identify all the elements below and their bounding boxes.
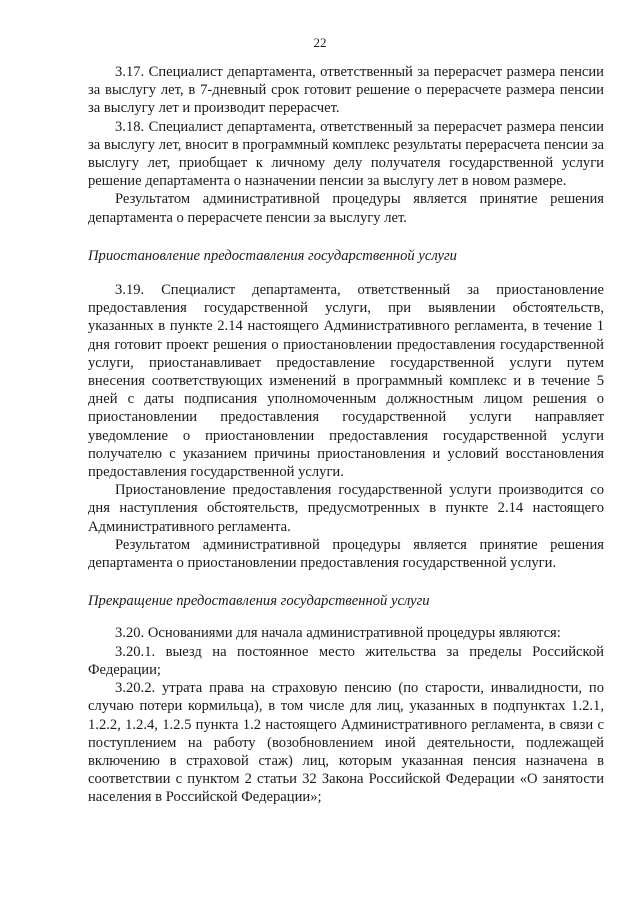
page-number: 22 (313, 35, 327, 50)
paragraph-3-20-1: 3.20.1. выезд на постоянное место жительства за пределы Российской Федерации; (88, 643, 604, 678)
document-body (88, 63, 604, 807)
section-heading-suspension: Приостановление предоставления государственной услуги (88, 247, 457, 264)
result-paragraph-recalculation: Результатом административной процедуры является принятие решения департамента о перерасчете пенсии за выслугу лет. (88, 191, 604, 226)
paragraph-suspension-start: Приостановление предоставления государственной услуги производится со дня наступления обстоятельств, предусмотренных в пункте 2.14 настоящего Административного регламента. (88, 482, 604, 535)
paragraph-3-20: 3.20. Основаниями для начала административной процедуры являются: (115, 625, 561, 642)
paragraph-3-18: 3.18. Специалист департамента, ответственный за перерасчет размера пенсии за выслугу лет, вносит в программный комплекс результаты перерасчета пенсии за выслугу лет, приобщает к личному делу получателя государственной услуги решение департамента о назначении пенсии за выслугу лет в новом размере. (88, 118, 604, 190)
paragraph-3-17: 3.17. Специалист департамента, ответственный за перерасчет размера пенсии за выслугу лет, в 7-дневный срок готовит решение о перерасчете размера пенсии за выслугу лет и производит перерасчет. (88, 64, 604, 117)
paragraph-3-20-2: 3.20.2. утрата права на страховую пенсию (по старости, инвалидности, по случаю потери кормильца), в том числе для лиц, указанных в подпунктах 1.2.1, 1.2.2, 1.2.4, 1.2.5 пункта 1.2 настоящего Административного регламента, в связи с поступлением на работу (возобновлением иной деятельности, подлежащей включению в страховой стаж) лиц, которым указанная пенсия назначена в соответствии с пунктом 2 статьи 32 Закона Российской Федерации «О занятости населения в Российской Федерации»; (88, 680, 604, 806)
result-paragraph-suspension: Результатом административной процедуры является принятие решения департамента о приостановлении предоставления государственной услуги. (88, 536, 604, 572)
section-heading-termination: Прекращение предоставления государственной услуги (88, 593, 430, 610)
paragraph-3-19: 3.19. Специалист департамента, ответственный за приостановление предоставления государственной услуги, при выявлении обстоятельств, указанных в пункте 2.14 настоящего Административного регламента, в течение 1 дня готовит проект решения о приостановлении предоставления государственной услуги, приостанавливает предоставление государственной услуги путем внесения соответствующих изменений в программный комплекс и в течение 5 дней с даты подписания уполномоченным должностным лицом решения о приостановлении предоставления государственной услуги направляет уведомление о приостановлении предоставления государственной услуги получателю с указанием причины приостановления и условий восстановления предоставления государственной услуги. (88, 282, 604, 481)
